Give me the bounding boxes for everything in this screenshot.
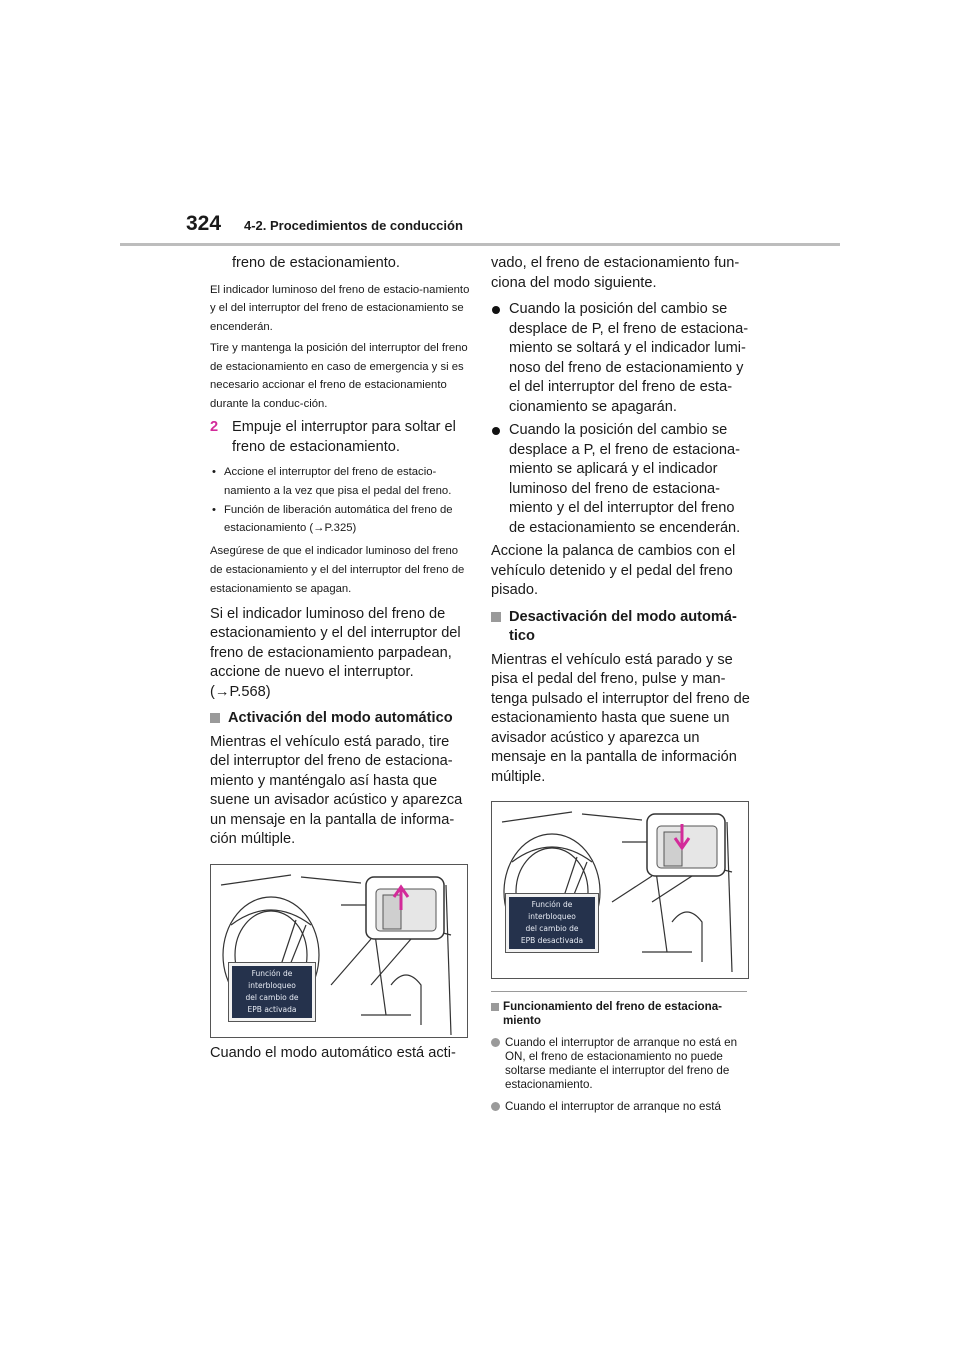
bullet-icon — [492, 306, 500, 314]
label-line: Función de — [531, 900, 573, 909]
bullet-icon: • — [212, 466, 216, 479]
list-item — [491, 300, 751, 417]
list-item — [491, 421, 751, 538]
right-paragraph-3: Mientras el vehículo está parado y se pisa el pedal del freno, pulse y man-tenga pulsado el interruptor del freno de estacionamiento hasta que suene un avisador acústico y aparezca un mensaje en la pantalla de información múltiple. — [491, 651, 750, 785]
section-heading-auto-on — [210, 709, 470, 729]
section-title: 4-2. Procedimientos de conducción — [244, 218, 463, 233]
label-line: del cambio de — [525, 924, 579, 933]
label-line: EPB activada — [247, 1004, 297, 1014]
left-paragraph-6: Mientras el vehículo está parado, tire del interruptor del freno de estaciona-miento y manténgalo así hasta que suene un avisador acústico y aparezca un mensaje en la pantalla de informa-ción múltiple. — [210, 733, 463, 848]
note-text: Cuando el interruptor de arranque no está — [505, 1100, 721, 1113]
left-paragraph-1: freno de estacionamiento. — [232, 255, 400, 271]
square-bullet-icon — [210, 713, 220, 723]
heading-text: Desactivación del modo automá-tico — [509, 608, 737, 644]
label-line: Función de — [251, 968, 293, 978]
left-paragraph-2: El indicador luminoso del freno de estacio-namiento y el del interruptor del freno de estacionamiento se encenderán. — [210, 283, 470, 334]
bullet-icon: • — [212, 503, 216, 516]
right-column — [491, 254, 751, 1122]
header-rule — [120, 243, 840, 246]
note-heading — [491, 1000, 751, 1028]
left-paragraph-5: Si el indicador luminoso del freno de estacionamiento y el del interruptor del freno de estacionamiento parpadean, accione de nuevo el interruptor. (→P.568) — [210, 605, 461, 700]
step-text: Empuje el interruptor para soltar el freno de estacionamiento. — [232, 419, 456, 455]
step-2 — [210, 418, 470, 457]
left-paragraph-3: Tire y mantenga la posición del interruptor del freno de estacionamiento en caso de emergencia y si es necesario accionar el freno de estacionamiento durante la conduc-ción. — [210, 341, 468, 411]
heading-text: Funcionamiento del freno de estaciona-miento — [503, 1000, 723, 1027]
square-bullet-icon — [491, 1003, 499, 1011]
square-bullet-icon — [491, 612, 501, 622]
circle-bullet-icon — [491, 1038, 500, 1047]
label-line: interbloqueo — [248, 980, 296, 990]
left-paragraph-7: Cuando el modo automático está acti- — [210, 1044, 456, 1061]
label-line: del cambio de — [245, 992, 299, 1002]
section-heading-auto-off — [491, 608, 751, 647]
list-item-text: Cuando la posición del cambio se desplace de P, el freno de estaciona-miento se soltará y el indicador lumi-noso del freno de estacionamiento y el del interruptor del freno de esta-cionamiento se apagarán. — [509, 301, 749, 415]
list-item — [210, 501, 470, 539]
callout-box — [331, 877, 444, 985]
note-item — [491, 1100, 751, 1114]
figure-label — [506, 894, 598, 952]
label-line: EPB desactivada — [520, 936, 584, 945]
circle-bullet-icon — [491, 1102, 500, 1111]
callout-box — [612, 814, 725, 902]
list-item-text: Cuando la posición del cambio se desplace a P, el freno de estaciona-miento se aplicará y el indicador luminoso del freno de estaciona-miento y el del interruptor del freno de estacionamiento se encenderán. — [509, 422, 741, 536]
figure-dashboard-epb-off — [491, 801, 749, 979]
note-item — [491, 1036, 751, 1092]
step-number: 2 — [210, 419, 219, 436]
right-paragraph-1: vado, el freno de estacionamiento fun-ciona del modo siguiente. — [491, 255, 740, 291]
left-paragraph-4: Asegúrese de que el indicador luminoso del freno de estacionamiento y el del interruptor del freno de estacionamiento se apagan. — [210, 545, 465, 595]
heading-text: Activación del modo automático — [228, 710, 453, 727]
list-item-text: Accione el interruptor del freno de estacio-namiento a la vez que pisa el pedal del freno. — [224, 466, 452, 497]
list-item — [210, 463, 470, 501]
left-column — [210, 254, 470, 1070]
list-item-text: Función de liberación automática del freno de estacionamiento (→P.325) — [224, 503, 453, 535]
note-text: Cuando el interruptor de arranque no está en ON, el freno de estacionamiento no puede soltarse mediante el interruptor del freno de estacionamiento. — [505, 1036, 738, 1091]
note-divider — [491, 991, 747, 992]
figure-label — [229, 963, 315, 1021]
right-paragraph-2: Accione la palanca de cambios con el vehículo detenido y el pedal del freno pisado. — [491, 543, 736, 598]
page-number: 324 — [186, 212, 222, 235]
figure-dashboard-epb-on — [210, 864, 468, 1038]
label-line: interbloqueo — [528, 912, 576, 921]
bullet-icon — [492, 427, 500, 435]
